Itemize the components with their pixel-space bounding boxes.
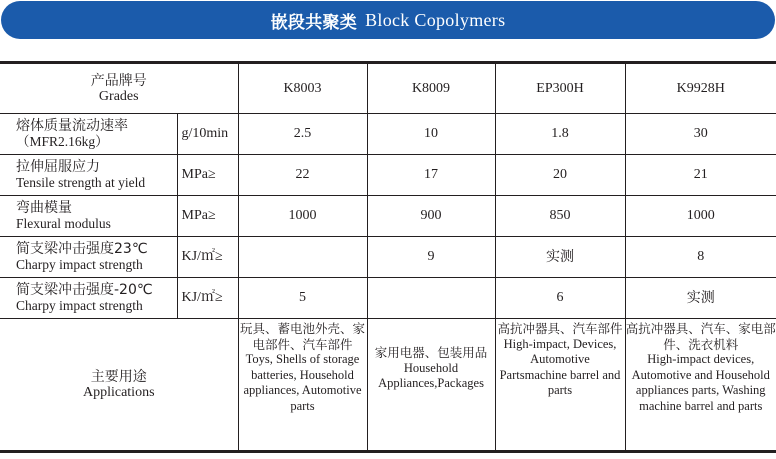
applications-label-cn: 主要用途	[90, 368, 147, 385]
header-row	[0, 63, 776, 114]
value-cell: 6	[495, 278, 625, 319]
grade-k8009: K8009	[367, 63, 495, 114]
value-cell: 1000	[625, 196, 776, 237]
value-cell: 10	[367, 114, 495, 155]
value-cell: 8	[625, 237, 776, 278]
value-cell: 实测	[495, 237, 625, 278]
property-name	[0, 278, 177, 319]
applications-label-en: Applications	[82, 384, 155, 400]
property-name-cn: 拉伸屈服应力	[16, 159, 100, 175]
property-name-cn: 简支梁冲击强度-20℃	[16, 282, 153, 298]
property-name-en: Charpy impact strength	[16, 257, 143, 272]
table-row	[0, 114, 776, 155]
property-name	[0, 114, 177, 155]
section-title-en: Block Copolymers	[365, 9, 506, 30]
value-cell: 9	[367, 237, 495, 278]
value-cell	[238, 237, 367, 278]
application-en: High-impact devices, Automotive and Household appliances parts, Washing machine barrel and parts	[631, 352, 770, 413]
section-title-cn: 嵌段共聚类	[270, 12, 358, 33]
properties-table	[0, 61, 776, 453]
property-name-cn: 弯曲模量	[16, 200, 72, 216]
application-cell	[238, 319, 367, 452]
unit-cell: KJ/㎡≥	[177, 237, 238, 278]
application-cn: 家用电器、包装用品	[374, 345, 488, 360]
property-name-en: Tensile strength at yield	[16, 175, 146, 190]
value-cell: 5	[238, 278, 367, 319]
application-en: Household Appliances,Packages	[378, 360, 484, 390]
grades-header	[0, 63, 238, 114]
property-name	[0, 196, 177, 237]
table-row	[0, 196, 776, 237]
grades-label-en: Grades	[98, 88, 139, 104]
applications-row	[0, 319, 776, 452]
unit-cell: g/10min	[177, 114, 238, 155]
table-row	[0, 155, 776, 196]
application-cell	[625, 319, 776, 452]
section-title-banner	[1, 1, 775, 39]
value-cell: 900	[367, 196, 495, 237]
table-row	[0, 278, 776, 319]
unit-cell: KJ/㎡≥	[177, 278, 238, 319]
application-cell	[367, 319, 495, 452]
application-cn: 玩具、蓄电池外壳、家电部件、汽车部件	[239, 321, 365, 352]
property-name-en: Flexural modulus	[16, 216, 111, 231]
value-cell: 21	[625, 155, 776, 196]
table-row	[0, 237, 776, 278]
application-cn: 高抗冲器具、汽车、家电部件、洗衣机料	[625, 321, 776, 352]
property-name-cn: 简支梁冲击强度23℃	[16, 241, 148, 257]
application-en: High-impact, Devices, Automotive Partsmachine barrel and parts	[499, 336, 621, 397]
applications-label	[0, 319, 238, 452]
grade-k9928h: K9928H	[625, 63, 776, 114]
value-cell	[367, 278, 495, 319]
value-cell: 实测	[625, 278, 776, 319]
property-name-en: Charpy impact strength	[16, 298, 143, 313]
property-name-en: （MFR2.16kg）	[16, 134, 109, 149]
property-name	[0, 237, 177, 278]
application-cn: 高抗冲器具、汽车部件	[497, 321, 623, 336]
unit-cell: MPa≥	[177, 155, 238, 196]
grade-k8003: K8003	[238, 63, 367, 114]
value-cell: 1.8	[495, 114, 625, 155]
value-cell: 17	[367, 155, 495, 196]
value-cell: 2.5	[238, 114, 367, 155]
value-cell: 22	[238, 155, 367, 196]
property-name	[0, 155, 177, 196]
application-en: Toys, Shells of storage batteries, Household appliances, Automotive parts	[243, 352, 362, 413]
value-cell: 20	[495, 155, 625, 196]
grade-ep300h: EP300H	[495, 63, 625, 114]
value-cell: 1000	[238, 196, 367, 237]
property-name-cn: 熔体质量流动速率	[16, 118, 128, 134]
unit-cell: MPa≥	[177, 196, 238, 237]
value-cell: 30	[625, 114, 776, 155]
application-cell	[495, 319, 625, 452]
value-cell: 850	[495, 196, 625, 237]
grades-label-cn: 产品牌号	[90, 72, 147, 89]
